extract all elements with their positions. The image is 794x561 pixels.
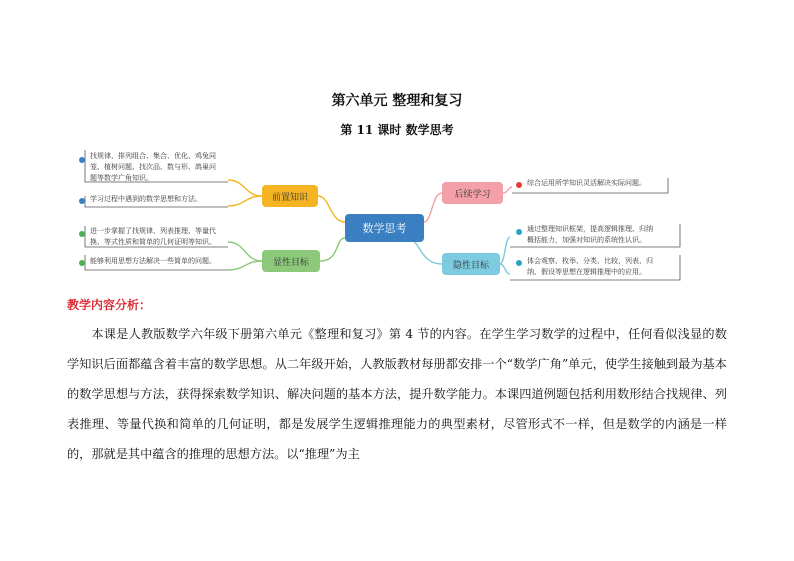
branch-explicit: 显性目标 [262,250,320,272]
pencil-icon [79,231,85,237]
info-icon [79,198,85,204]
pencil-icon [516,260,522,266]
section-heading: 教学内容分析： [67,298,152,312]
pencil-icon [516,229,522,235]
pencil-icon [79,260,85,266]
branch-pre: 前置知识 [262,185,318,207]
center-node: 数学思考 [345,214,424,242]
leaf-pre-2: 学习过程中遇到的数学思想和方法。 [90,195,202,203]
leaf-implicit-2: 体会观察、枚举、分类、比较、列表、归 纳、假设等思想在逻辑推理中的应用。 [527,257,653,276]
close-icon [516,182,522,188]
leaf-explicit-1: 进一步掌握了找规律、列表推理、等量代 换、等式性质和简单的几何证明等知识。 [90,227,216,246]
info-icon [79,157,85,163]
branch-implicit: 隐性目标 [442,253,500,275]
leaf-pre-1: 找规律、排列组合、集合、优化、鸡兔同 笼、植树问题、找次品、数与形、鸽巢问 题等数学广角知识。 [90,152,216,182]
page-subtitle: 第 11 课时 数学思考 [340,123,454,137]
leaf-explicit-2: 能够利用思想方法解决一些简单的问题。 [90,257,216,265]
leaf-implicit-1: 通过整理知识框架，提高逻辑推理、归纳 概括能力，加强对知识的系统性认识。 [527,225,653,244]
body-paragraph: 本课是人教版数学六年级下册第六单元《整理和复习》第 4 节的内容。在学生学习数学的过程中，任何看似浅显的数学知识后面都蕴含着丰富的数学思想。从二年级开始，人教版教材每册都安排一个“数学广角”单元，使学生接触到最为基本的数学思想与方法，获得探索数学知识、解决问题的基本方法，提升数学能力。本课四道例题包括利用数形结合找规律、列表推理、等量代换和简单的几何证明，都是发展学生逻辑推理能力的典型素材，尽管形式不一样，但是数学的内涵是一样的，那就是其中蕴含的推理的思想方法。以“推理”为主 [67,327,727,461]
leaf-follow-1: 综合运用所学知识灵活解决实际问题。 [527,179,646,187]
page-title: 第六单元 整理和复习 [331,93,463,109]
branch-follow: 后续学习 [442,182,503,204]
